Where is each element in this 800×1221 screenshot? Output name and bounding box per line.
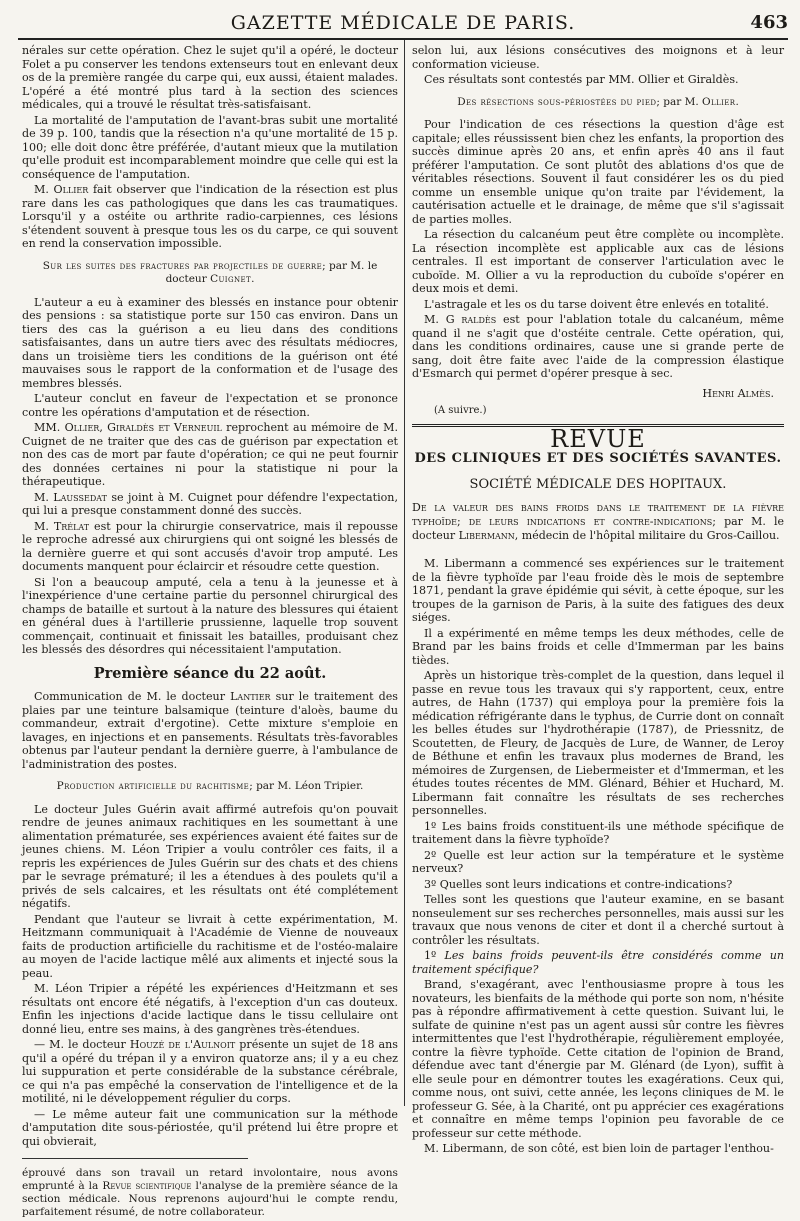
paragraph: Telles sont les questions que l'auteur examine, en se basant nonseulement sur ses recherches personnelles, mais aussi sur les travaux que nous venons de citer et dont il a cherché surtout à contrôler les résultats.: [412, 893, 784, 947]
author-name: M. G raldès: [424, 313, 497, 326]
page-header: [18, 10, 788, 38]
author-name: Houzé de l'Aulnoit: [129, 1038, 236, 1051]
author-name: Cuignet: [210, 273, 252, 285]
paragraph: M. Léon Tripier a répété les expériences d'Heitzmann et ses résultats ont encore été négatifs, à l'exception d'un cas douteux. Enfin les injections d'acide lactique dans le tissu cellulaire ont donné lieu, entre ses mains, à des gangrènes très-étendues.: [22, 982, 398, 1036]
revue-title: REVUE: [550, 424, 646, 453]
section-byline: ; par M. le docteur: [165, 259, 378, 285]
section-title: Production artificielle du rachitisme: [56, 780, 250, 792]
paragraph: 2º Quelle est leur action sur la température et le système nerveux?: [412, 848, 784, 875]
paragraph: selon lui, aux lésions consécutives des moignons et à leur conformation vicieuse.: [412, 44, 784, 71]
author-name: Libermann: [458, 529, 515, 542]
paragraph: Pour l'indication de ces résections la question d'âge est capitale; elles réussissent bien chez les enfants, la proportion des succès diminue après 20 ans, et enfin après 40 ans il faut préférer l'amputation. Ce sont plutôt des ablations d'os que de véritables résections. Souvent il faut considérer les os du pied comme un ensemble unique qu'on traite par l'évidement, la cautérisation actuelle et le drainage, de même que s'il s'agissait de parties molles.: [412, 118, 784, 226]
paragraph: [22, 183, 398, 251]
paragraph: [412, 949, 784, 976]
paragraph-text: est pour la chirurgie conservatrice, mais il repousse le reproche adressé aux chirurgiens qui ont soigné les blessés de la dernière guerre et qui sont accusés d'avoir trop amputé. Les documents manquent pour éclaircir et résoudre cette question.: [22, 519, 398, 573]
journal-reference: Revue scientifique: [102, 1180, 192, 1192]
society-heading: SOCIÉTÉ MÉDICALE DES HOPITAUX.: [469, 476, 727, 492]
paragraph: [22, 491, 398, 518]
journal-title: GAZETTE MÉDICALE DE PARIS.: [230, 12, 576, 34]
section-heading: [22, 780, 398, 794]
author-name: M. Laussedat: [34, 490, 107, 504]
paragraph-text: présente un sujet de 18 ans qu'il a opéré du trépan il y a environ quatorze ans; il y a eu chez lui suppuration et perte considérable de la substance cérébrale, ce qui n'a pas empêché la conservation de l'intelligence et de la motilité, ni le développement régulier du corps.: [22, 1038, 398, 1105]
paragraph-text: 1º: [424, 949, 445, 962]
article-byline: ; par M. le docteur: [412, 515, 784, 542]
paragraph: [22, 520, 398, 574]
paragraph-text: reprochent au mémoire de M. Cuignet de ne traiter que des cas de guérison par expectation et non des cas de mort par faute d'opération; ce qui ne peut fournir des données certaines ni pour la statistique ni pour la thérapeutique.: [22, 421, 398, 488]
paragraph: [22, 421, 398, 489]
question-italic: Les bains froids peuvent-ils être considérés comme un traitement spécifique?: [412, 949, 784, 976]
paragraph: Le docteur Jules Guérin avait affirmé autrefois qu'on pouvait rendre de jeunes animaux rachitiques en les soumettant à une alimentation prématurée, ses expériences avaient été faites sur de jeunes chiens. M. Léon Tripier a voulu contrôler ces faits, il a repris les expériences de Jules Guérin sur des chats et des chiens par le sevrage prématuré; il les a étendues à des poulets qu'il a privés de sels calcaires, et les résultats ont été complétement négatifs.: [22, 802, 398, 910]
author-name: MM. Ollier, Giraldès et Verneuil: [34, 421, 222, 434]
revue-subtitle: DES CLINIQUES ET DES SOCIÉTÉS SAVANTES.: [414, 451, 782, 466]
paragraph: Pendant que l'auteur se livrait à cette expérimentation, M. Heitzmann communiquait à l'Académie de Vienne de nouveaux faits de production artificielle du rachitisme et de l'ostéo-malaire au moyen de l'acide lactique mêlé aux aliments et injecté sous la peau.: [22, 912, 398, 980]
paragraph: L'auteur a eu à examiner des blessés en instance pour obtenir des pensions : sa statistique porte sur 150 cas environ. Dans un tiers des cas la guérison a eu lieu dans des conditions satisfaisantes, dans un autre tiers avec des résultats médiocres, dans un troisième tiers les conditions de la guérison ont été mauvaises sous le rapport de la conformation et de l'usage des membres blessés.: [22, 295, 398, 390]
paragraph: [22, 690, 398, 771]
paragraph-text: se joint à M. Cuignet pour défendre l'expectation, qui lui a presque constamment donné des succès.: [22, 490, 398, 517]
footnote-text: l'analyse de la première séance de la section médicale. Nous reprenons aujourd'hui le compte rendu, parfaitement résumé, de notre collaborateur.: [22, 1180, 398, 1218]
paragraph: L'auteur conclut en faveur de l'expectation et se prononce contre les opérations d'amputation et de résection.: [22, 392, 398, 419]
footnote: [22, 1167, 398, 1219]
paragraph: Ces résultats sont contestés par MM. Ollier et Giraldès.: [424, 73, 739, 86]
author-name: M. Trélat: [34, 519, 90, 533]
article-byline: , médecin de l'hôpital militaire du Gros-Caillou.: [514, 529, 780, 542]
section-byline: ; par M. Léon Tripier.: [249, 780, 364, 792]
paragraph: — Le même auteur fait une communication sur la méthode d'amputation dite sous-périostée, qu'il prétend lui être propre et qui obvierait,: [22, 1107, 398, 1148]
paragraph-text: — M. le docteur: [34, 1038, 130, 1051]
paragraph: 1º Les bains froids constituent-ils une méthode spécifique de traitement dans la fièvre typhoïde?: [412, 819, 784, 846]
section-heading: Sur les suites des fractures par projectiles de guerre; par M. le docteur Cuignet.: [42, 259, 378, 285]
paragraph: Après un historique très-complet de la question, dans lequel il passe en revue tous les travaux qui s'y rapportent, ceux, entre autres, de Hahn (1737) qui employa pour la première fois la médication réfrigérante dans le typhus, de Currie dont on connaît les belles études sur l'hydrothérapie (1787), de Priessnitz, de Scoutetten, de Fleury, de Jacquès de Lure, de Wanner, de Leroy de Béthune et enfin les travaux plus modernes de Brand, les mémoires de Zurgensen, de Liebermeister et d'Immerman, et les études toutes récentes de MM. Glénard, Béhier et Huchard, M. Libermann fait connaître les résultats de ses recherches personnelles.: [412, 669, 784, 817]
to-be-continued: (A suivre.): [434, 405, 487, 416]
author-name: M. Ollier: [34, 183, 89, 196]
section-title: Sur les suites des fractures par projectiles de guerre: [42, 259, 323, 272]
signature: Henri Almès.: [702, 386, 774, 400]
header-rule: [18, 38, 788, 40]
paragraph: L'astragale et les os du tarse doivent être enlevés en totalité.: [424, 297, 769, 311]
paragraph-text: Communication de M. le docteur: [34, 690, 231, 703]
paragraph: nérales sur cette opération. Chez le sujet qu'il a opéré, le docteur Folet a pu conserver les tendons extenseurs tout en enlevant deux os de la première rangée du carpe qui, eux aussi, étaient malades. L'opéré a été montré plus tard à la section des sciences médicales, qui a trouvé le résultat très-satisfaisant.: [22, 44, 398, 111]
session-heading: Première séance du 22 août.: [93, 664, 327, 682]
paragraph: Si l'on a beaucoup amputé, cela a tenu à la jeunesse et à l'inexpérience d'une certaine partie du personnel chirurgical des champs de bataille et surtout à la nature des blessures qui étaient en général dues à l'artillerie prussienne, laquelle trop souvent commençait, continuait et finissait les batailles, produisant chez les blessés des désordres qui nécessitaient l'amputation.: [22, 575, 398, 656]
section-byline: ; par M.: [656, 95, 702, 108]
page-number: 463: [750, 12, 788, 33]
paragraph: [412, 313, 784, 381]
paragraph-text: est pour l'ablation totale du calcanéum, même quand il ne s'agit que d'ostéite centrale. Cette opération, qui, dans les conditions ordinaires, cause une si grande perte de sang, doit être faite avec l'aide de la compression élastique d'Esmarch qui permet d'opérer presque à sec.: [412, 313, 784, 380]
column-divider: [404, 40, 405, 1106]
paragraph: M. Libermann a commencé ses expériences sur le traitement de la fièvre typhoïde par l'eau froide dès le mois de septembre 1871, pendant la grave épidémie qui sévit, à cette époque, sur les troupes de la garnison de Paris, à la suite des fatigues des deux siéges.: [412, 557, 784, 624]
footnote-rule: [22, 1158, 248, 1159]
footnote-text: éprouvé dans son travail un retard involontaire, nous avons emprunté à la: [22, 1167, 398, 1192]
paragraph: La résection du calcanéum peut être complète ou incomplète. La résection incomplète est applicable aux cas de lésions centrales. Il est important de conserver l'articulation avec le cuboïde. M. Ollier a vu la reproduction du cuboïde s'opérer en deux mois et demi.: [412, 228, 784, 295]
paragraph: M. Libermann, de son côté, est bien loin de partager l'enthou-: [424, 1142, 774, 1155]
author-name: Ollier: [702, 95, 736, 108]
paragraph-text: sur le traitement des plaies par une teinture balsamique (teinture d'aloès, baume du commandeur, extrait d'ergotine). Cette mixture s'emploie en lavages, en injections et en pansements. Résultats très-favorables obtenus par l'auteur pendant la dernière guerre, à l'ambulance de l'administration des postes.: [22, 690, 399, 771]
paragraph: Il a expérimenté en même temps les deux méthodes, celle de Brand par les bains froids et celle d'Immerman par les bains tièdes.: [412, 626, 784, 667]
right-column: [412, 44, 784, 1158]
article-heading: [412, 501, 784, 543]
section-heading: Des résections sous-périostées du pied; par M. Ollier.: [457, 95, 739, 108]
author-name: Lantier: [230, 690, 271, 703]
paragraph: 3º Quelles sont leurs indications et contre-indications?: [424, 877, 733, 891]
section-title: Des résections sous-périostées du pied: [457, 95, 657, 108]
paragraph: La mortalité de l'amputation de l'avant-bras subit une mortalité de 39 p. 100, tandis que la résection n'a qu'une mortalité de 15 p. 100; elle doit donc être préférée, d'autant mieux que la mutilation qu'elle produit est incomparablement moindre que celle qui est la conséquence de l'amputation.: [22, 113, 398, 181]
paragraph-text: fait observer que l'indication de la résection est plus rare dans les cas pathologiques que dans les cas traumatiques. Lorsqu'il y a ostéite ou arthrite radio-carpiennes, ces lésions s'étendent souvent à presque tous les os du carpe, ce qui souvent en rend la conservation impossible.: [22, 183, 399, 250]
article-title: De la valeur des bains froids dans le traitement de la fièvre typhoïde; de leurs indications et contre-indications: [412, 501, 784, 528]
paragraph: Brand, s'exagérant, avec l'enthousiasme propre à tous les novateurs, les bienfaits de la méthode qui porte son nom, n'hésite pas à répondre affirmativement à cette question. Suivant lui, le sulfate de quinine n'est pas un agent aussi sûr contre les fièvres intermittentes que l'est l'hydrothérapie, régulièrement employée, contre la fièvre typhoïde. Cette citation de l'opinion de Brand, défendue avec tant d'énergie par M. Glénard (de Lyon), suffit à elle seule pour en démontrer toutes les exagérations. Ceux qui, comme nous, ont suivi, cette année, les leçons cliniques de M. le professeur G. Sée, à la Charité, ont pu apprécier ces exagérations et connaître en même temps l'opinion peu favorable de ce professeur sur cette méthode.: [412, 978, 784, 1140]
paragraph: [22, 1038, 398, 1106]
left-column: [22, 44, 398, 1221]
